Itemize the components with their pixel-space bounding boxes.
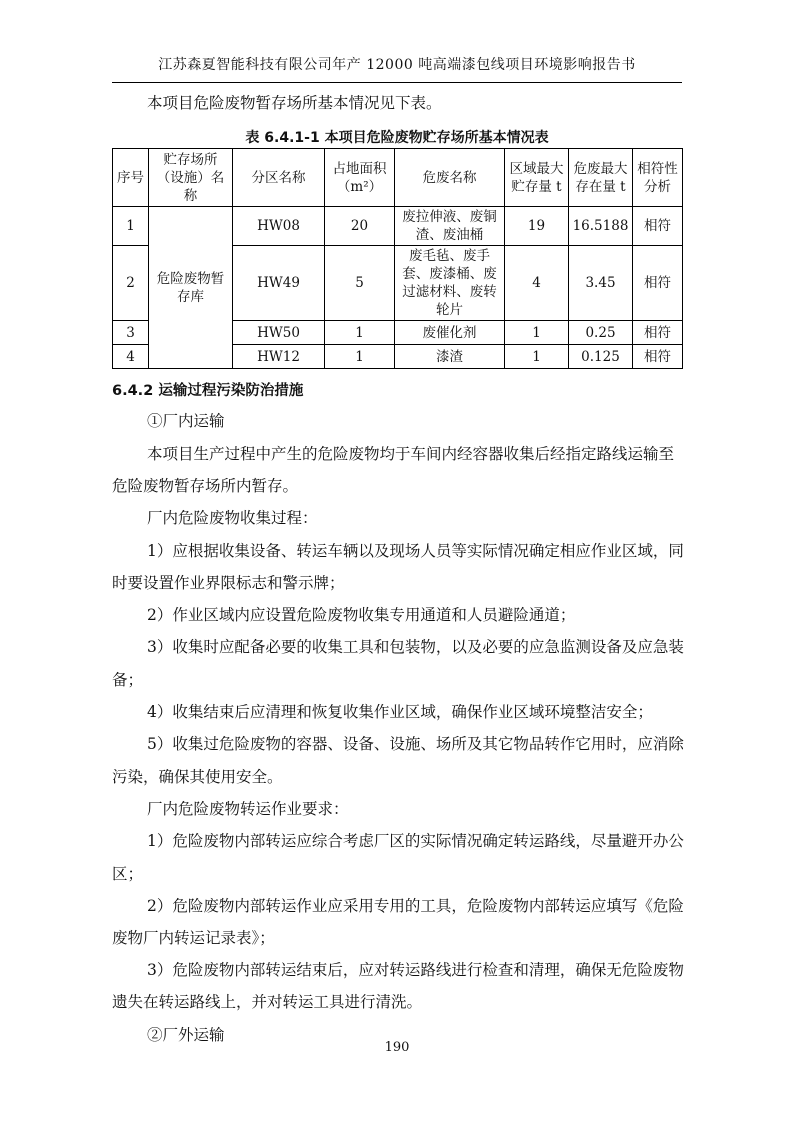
cell-conformity: 相符 [633, 207, 683, 246]
cell-conformity: 相符 [633, 345, 683, 369]
cell-area: 20 [325, 207, 395, 246]
cell-max-amount: 0.125 [569, 345, 633, 369]
cell-waste: 废毛毡、废手套、废漆桶、废过滤材料、废转轮片 [395, 246, 505, 321]
cell-zone: HW08 [233, 207, 325, 246]
paragraph: 废物厂内转运记录表》； [112, 929, 275, 947]
paragraph: 厂内危险废物转运作业要求： [147, 800, 349, 818]
paragraph: 1）应根据收集设备、转运车辆以及现场人员等实际情况确定相应作业区域，同 [147, 542, 684, 560]
cell-no: 4 [113, 345, 149, 369]
storage-table [112, 148, 683, 369]
paragraph: 区； [112, 865, 144, 883]
cell-max-storage: 1 [505, 321, 569, 345]
cell-max-amount: 16.5188 [569, 207, 633, 246]
paragraph: 1）危险废物内部转运应综合考虑厂区的实际情况确定转运路线，尽量避开办公 [147, 832, 684, 850]
paragraph: ①厂内运输 [147, 412, 225, 430]
cell-area: 1 [325, 321, 395, 345]
header-cell: 危废名称 [395, 149, 505, 207]
cell-area: 5 [325, 246, 395, 321]
cell-zone: HW50 [233, 321, 325, 345]
cell-max-storage: 4 [505, 246, 569, 321]
header-cell: 贮存场所（设施）名称 [149, 149, 233, 207]
cell-max-storage: 1 [505, 345, 569, 369]
cell-area: 1 [325, 345, 395, 369]
paragraph: 遗失在转运路线上，并对转运工具进行清洗。 [112, 993, 423, 1011]
table-header-row [113, 149, 683, 207]
paragraph: 2）危险废物内部转运作业应采用专用的工具，危险废物内部转运应填写《危险 [147, 897, 684, 915]
cell-waste: 废拉伸液、废铜渣、废油桶 [395, 207, 505, 246]
paragraph: 污染，确保其使用安全。 [112, 768, 283, 786]
cell-zone: HW12 [233, 345, 325, 369]
cell-max-amount: 3.45 [569, 246, 633, 321]
cell-max-storage: 19 [505, 207, 569, 246]
paragraph: 3）危险废物内部转运结束后，应对转运路线进行检查和清理，确保无危险废物 [147, 961, 684, 979]
cell-conformity: 相符 [633, 321, 683, 345]
header-cell: 占地面积（m²） [325, 149, 395, 207]
paragraph: 备； [112, 671, 144, 689]
header-cell: 序号 [113, 149, 149, 207]
cell-conformity: 相符 [633, 246, 683, 321]
paragraph: 2）作业区域内应设置危险废物收集专用通道和人员避险通道； [147, 606, 576, 624]
cell-zone: HW49 [233, 246, 325, 321]
section-heading: 6.4.2 运输过程污染防治措施 [112, 383, 304, 399]
paragraph: 4）收集结束后应清理和恢复收集作业区域，确保作业区域环境整洁安全； [147, 703, 653, 721]
running-header: 江苏森夏智能科技有限公司年产 12000 吨高端漆包线项目环境影响报告书 [158, 57, 636, 73]
header-cell: 相符性分析 [633, 149, 683, 207]
paragraph: 本项目生产过程中产生的危险废物均于车间内经容器收集后经指定路线运输至 [147, 445, 675, 463]
table-row [113, 207, 683, 246]
paragraph: 3）收集时应配备必要的收集工具和包装物，以及必要的应急监测设备及应急装 [147, 638, 684, 656]
paragraph: 厂内危险废物收集过程： [147, 509, 318, 527]
cell-no: 1 [113, 207, 149, 246]
table-title: 表 6.4.1-1 本项目危险废物贮存场所基本情况表 [245, 130, 549, 146]
paragraph: 危险废物暂存场所内暂存。 [112, 477, 299, 495]
header-cell: 危废最大存在量 t [569, 149, 633, 207]
page-number: 190 [384, 1040, 410, 1055]
cell-facility: 危险废物暂存库 [149, 207, 233, 369]
paragraph: 时要设置作业界限标志和警示牌； [112, 574, 345, 592]
cell-no: 3 [113, 321, 149, 345]
header-cell: 区域最大贮存量 t [505, 149, 569, 207]
cell-waste: 漆渣 [395, 345, 505, 369]
header-cell: 分区名称 [233, 149, 325, 207]
paragraph: ②厂外运输 [147, 1026, 225, 1044]
intro-paragraph: 本项目危险废物暂存场所基本情况见下表。 [147, 94, 442, 112]
cell-waste: 废催化剂 [395, 321, 505, 345]
cell-max-amount: 0.25 [569, 321, 633, 345]
paragraph: 5）收集过危险废物的容器、设备、设施、场所及其它物品转作它用时，应消除 [147, 735, 684, 753]
cell-no: 2 [113, 246, 149, 321]
header-rule [112, 82, 682, 83]
